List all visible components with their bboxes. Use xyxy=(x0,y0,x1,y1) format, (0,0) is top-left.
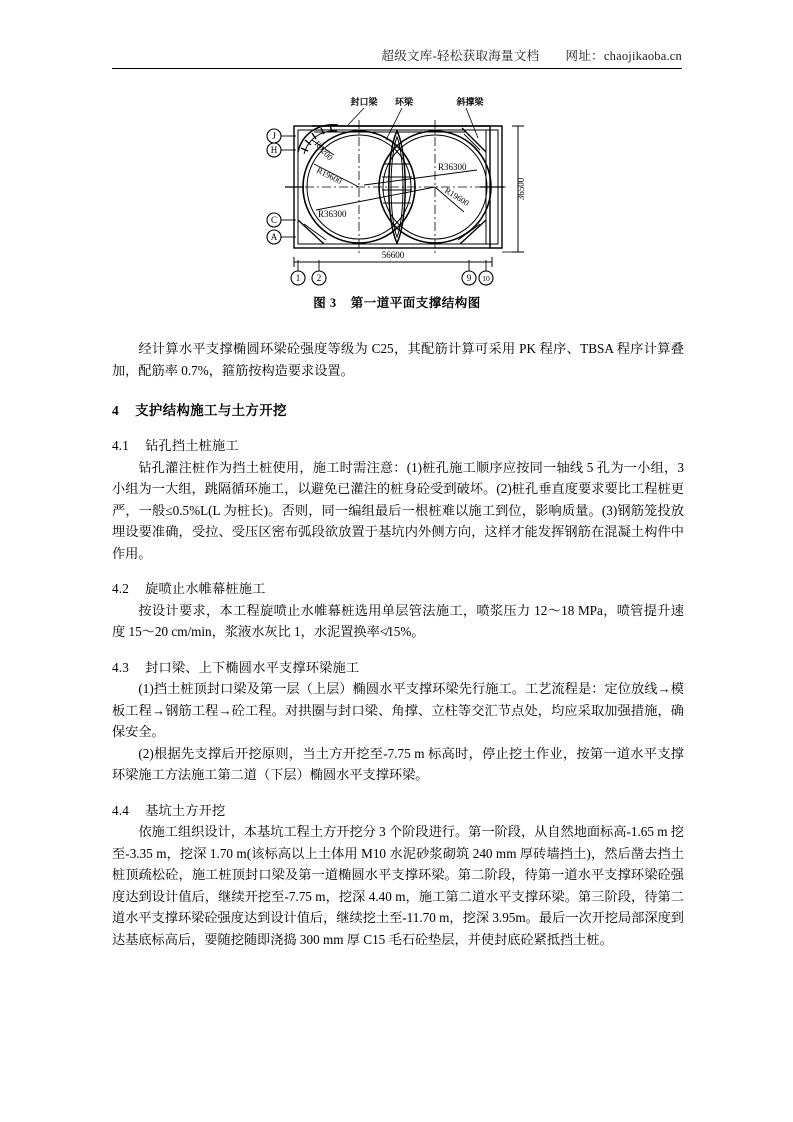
section-42-number: 4.2 xyxy=(112,581,130,596)
section-42-title: 旋喷止水帷幕桩施工 xyxy=(145,581,266,596)
document-body xyxy=(112,338,684,950)
figure-radius-r9200: R9200 xyxy=(312,138,336,163)
section-44-number: 4.4 xyxy=(112,802,130,818)
header-url-label: 网址： xyxy=(565,49,604,63)
figure-grid-c: C xyxy=(270,215,278,225)
section-4-title: 支护结构施工与土方开挖 xyxy=(135,403,287,418)
figure-drawing xyxy=(252,92,542,287)
paragraph-4-3-item-1: (1)挡土桩顶封口梁及第一层（上层）椭圆水平支撑环梁先行施工。工艺流程是：定位放线→模板工程→钢筋工程→砼工程。对拱圈与封口梁、角撑、立柱等交汇节点处，均应采取加强措施，确保安全。 xyxy=(112,681,684,739)
section-43-number: 4.3 xyxy=(112,659,130,675)
section-43-title: 封口梁、上下椭圆水平支撑环梁施工 xyxy=(145,659,360,675)
figure-grid-j: J xyxy=(272,131,276,141)
figure-radius-r36300-left: R36300 xyxy=(318,209,347,219)
figure-caption-text: 第一道平面支撑结构图 xyxy=(350,296,481,310)
figure-label-ring-beam: 环梁 xyxy=(394,97,414,107)
figure-grid-9: 9 xyxy=(466,273,472,283)
figure-radius-r19600-right: R19600 xyxy=(442,185,472,208)
section-4-number: 4 xyxy=(112,403,120,418)
header-url-value: chaojikaoba.cn xyxy=(603,49,682,63)
paragraph-4-3-item-2: (2)根据先支撑后开挖原则，当土方开挖至-7.75 m 标高时，停止挖土作业，按第一道水平支撑环梁施工方法施工第二道（下层）椭圆水平支撑环梁。 xyxy=(112,745,684,782)
section-heading-4-4 xyxy=(112,800,684,822)
figure-label-closing-beam: 封口梁 xyxy=(350,97,378,107)
section-heading-4-1 xyxy=(112,435,684,457)
figure-grid-h: H xyxy=(270,145,278,155)
figure-grid-10: 10 xyxy=(482,274,490,283)
figure-radius-r19600-left: R19600 xyxy=(315,164,344,187)
paragraph-4-1: 钻孔灌注桩作为挡土桩使用，施工时需注意：(1)桩孔施工顺序应按同一轴线 5 孔为一小组，3 小组为一大组，跳隔循环施工，以避免已灌注的桩身砼受到破坏。(2)桩孔垂直度要求要比工程桩更严，一般≤0.5%L(L 为桩长)。否则，同一编组最后一根桩难以施工到位，影响质量。(3)钢筋笼投放埋设要准确，受拉、受压区密布弧段欲放置于基坑内外侧方向，这样才能发挥钢筋在混凝土构件中作用。 xyxy=(112,459,684,561)
figure-3 xyxy=(112,92,682,311)
figure-label-diagonal-brace: 斜撑梁 xyxy=(456,97,484,107)
section-41-title: 钻孔挡土桩施工 xyxy=(145,438,239,453)
header-divider xyxy=(112,68,682,69)
figure-dimension-width: 56600 xyxy=(381,250,405,260)
paragraph-4-2: 按设计要求，本工程旋喷止水帷幕桩选用单层管法施工，喷浆压力 12～18 MPa，喷管提升速度 15～20 cm/min，浆液水灰比 1，水泥置换率≮15%。 xyxy=(112,602,684,639)
section-heading-4-2 xyxy=(112,578,684,600)
figure-caption xyxy=(112,293,682,311)
section-44-title: 基坑土方开挖 xyxy=(145,802,226,818)
figure-radius-r36300-right: R36300 xyxy=(438,162,467,172)
support-structure-plan-svg xyxy=(252,92,542,287)
paragraph-4-4: 依施工组织设计，本基坑工程土方开挖分 3 个阶段进行。第一阶段，从自然地面标高-1.65 m 挖至-3.35 m，挖深 1.70 m(该标高以上土体用 M10 水泥砂浆砌筑 240 mm 厚砖墙挡土)，然后凿去挡土桩顶疏松砼，施工桩顶封口梁及第一道椭圆水平支撑环梁。第二阶段，待第一道水平支撑环梁砼强度达到设计值后，继续开挖至-7.75 m，挖深 4.40 m，施工第二道水平支撑环梁。第三阶段，待第二道水平支撑环梁砼强度达到设计值后，继续挖土至-11.70 m，挖深 3.95m。最后一次开挖局部深度到达基底标高后，要随挖随即浇捣 300 mm 厚 C15 毛石砼垫层，并使封底砼紧抵挡土桩。 xyxy=(112,824,684,947)
header-site-title: 超级文库-轻松获取海量文档 xyxy=(381,49,540,63)
figure-grid-1: 1 xyxy=(295,273,301,283)
section-heading-4-3 xyxy=(112,657,684,679)
header-content xyxy=(112,46,682,68)
section-heading-4 xyxy=(112,400,684,421)
figure-grid-2: 2 xyxy=(316,273,322,283)
paragraph-intro: 经计算水平支撑椭圆环梁砼强度等级为 C25，其配筋计算可采用 PK 程序、TBSA 程序计算叠加，配筋率 0.7%，箍筋按构造要求设置。 xyxy=(112,341,684,378)
figure-caption-number: 图 3 xyxy=(313,296,337,310)
figure-grid-a: A xyxy=(270,232,278,242)
figure-dimension-height: 36500 xyxy=(516,177,526,201)
page-header xyxy=(112,46,682,69)
section-41-number: 4.1 xyxy=(112,438,130,453)
